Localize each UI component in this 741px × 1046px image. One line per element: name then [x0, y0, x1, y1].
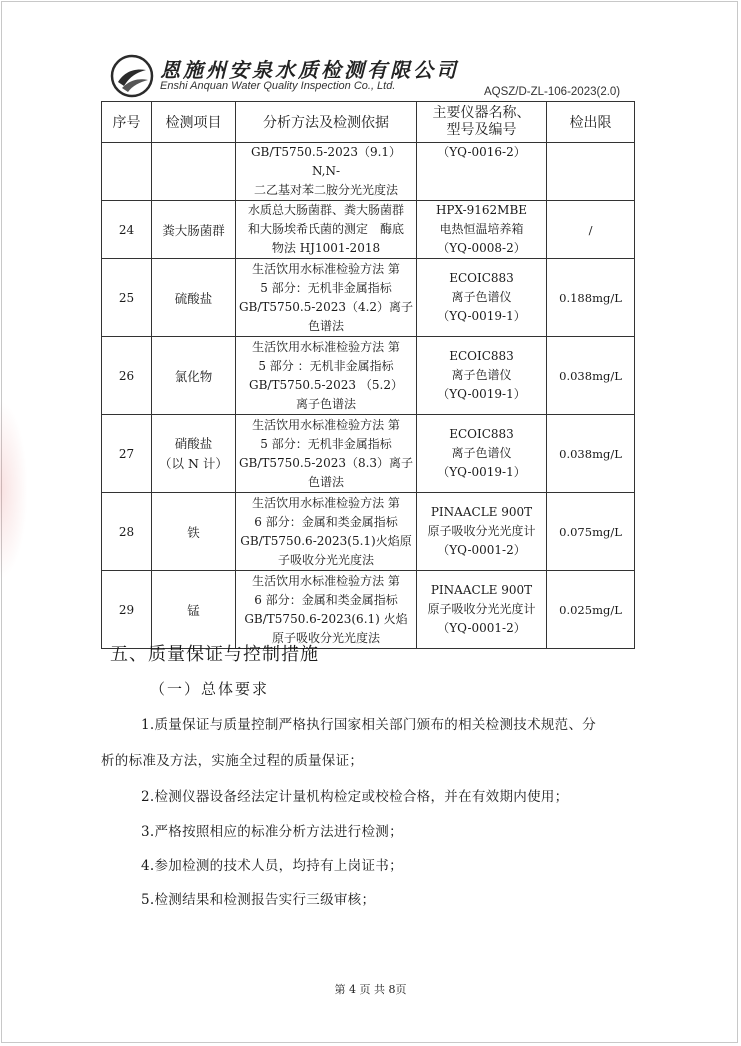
paragraph-line: 3.严格按照相应的标准分析方法进行检测；	[141, 824, 403, 840]
table-row	[102, 201, 635, 259]
table-row	[102, 493, 635, 571]
row-method: 生活饮用水标准检验方法 第 5 部分：无机非金属指标 GB/T5750.5-2023（4.2）离子 色谱法	[236, 259, 417, 337]
row-item: 氯化物	[152, 337, 236, 415]
row-seq: 29	[102, 571, 152, 649]
row-method: 生活饮用水标准检验方法 第 6 部分：金属和类金属指标 GB/T5750.6-2023(5.1)火焰原 子吸收分光光度法	[236, 493, 417, 571]
row-item: 锰	[152, 571, 236, 649]
company-name-en: Enshi Anquan Water Quality Inspection Co., Ltd.	[160, 80, 396, 92]
header-seq: 序号	[102, 102, 152, 143]
row-item: 硝酸盐 （以 N 计）	[152, 415, 236, 493]
paragraph-line: 析的标准及方法，实施全过程的质量保证；	[101, 753, 364, 769]
section-title: 五、质量保证与控制措施	[110, 644, 319, 665]
row-item: 硫酸盐	[152, 259, 236, 337]
row-seq: 24	[102, 201, 152, 259]
row-instrument: ECOIC883 离子色谱仪 （YQ-0019-1）	[417, 259, 547, 337]
row-item: 粪大肠菌群	[152, 201, 236, 259]
row-seq: 27	[102, 415, 152, 493]
header-instrument: 主要仪器名称、 型号及编号	[417, 102, 547, 143]
table-row	[102, 571, 635, 649]
paragraph-line: 5.检测结果和检测报告实行三级审核；	[141, 892, 376, 908]
page-number: 第 4 页 共 8页	[334, 983, 407, 996]
row-instrument: PINAACLE 900T 原子吸收分光光度计 （YQ-0001-2）	[417, 493, 547, 571]
table-header-row	[102, 102, 635, 143]
table-row	[102, 415, 635, 493]
row-limit: 0.038mg/L	[547, 337, 635, 415]
row-method: GB/T5750.5-2023（9.1）N,N- 二乙基对苯二胺分光光度法	[236, 143, 417, 201]
table-row	[102, 259, 635, 337]
table-row	[102, 337, 635, 415]
row-method: 生活饮用水标准检验方法 第 5 部分 ：无机非金属指标 GB/T5750.5-2023 （5.2） 离子色谱法	[236, 337, 417, 415]
row-seq: 28	[102, 493, 152, 571]
paragraph-line: 1.质量保证与质量控制严格执行国家相关部门颁布的相关检测技术规范、分	[141, 717, 597, 733]
row-item	[152, 143, 236, 201]
row-seq: 26	[102, 337, 152, 415]
test-methods-table	[101, 101, 635, 649]
company-logo-icon	[110, 54, 154, 98]
row-instrument: ECOIC883 离子色谱仪 （YQ-0019-1）	[417, 337, 547, 415]
row-instrument: PINAACLE 900T 原子吸收分光光度计 （YQ-0001-2）	[417, 571, 547, 649]
row-method: 生活饮用水标准检验方法 第 6 部分：金属和类金属指标 GB/T5750.6-2023(6.1) 火焰 原子吸收分光光度法	[236, 571, 417, 649]
header-method: 分析方法及检测依据	[236, 102, 417, 143]
header-item: 检测项目	[152, 102, 236, 143]
seal-stamp-fragment	[0, 400, 28, 580]
row-limit: 0.038mg/L	[547, 415, 635, 493]
row-method: 生活饮用水标准检验方法 第 5 部分：无机非金属指标 GB/T5750.5-2023（8.3）离子 色谱法	[236, 415, 417, 493]
paragraph-line: 2.检测仪器设备经法定计量机构检定或校检合格，并在有效期内使用；	[141, 789, 569, 805]
row-item: 铁	[152, 493, 236, 571]
row-seq	[102, 143, 152, 201]
row-instrument: （YQ-0016-2）	[417, 143, 547, 201]
row-seq: 25	[102, 259, 152, 337]
subsection-title: （一）总体要求	[150, 680, 270, 698]
row-method: 水质总大肠菌群、粪大肠菌群 和大肠埃希氏菌的测定 酶底 物法 HJ1001-2018	[236, 201, 417, 259]
row-instrument: HPX-9162MBE 电热恒温培养箱 （YQ-0008-2）	[417, 201, 547, 259]
paragraph-line: 4.参加检测的技术人员，均持有上岗证书；	[141, 858, 403, 874]
table-row	[102, 143, 635, 201]
header-limit: 检出限	[547, 102, 635, 143]
row-limit: 0.188mg/L	[547, 259, 635, 337]
row-limit: /	[547, 201, 635, 259]
row-instrument: ECOIC883 离子色谱仪 （YQ-0019-1）	[417, 415, 547, 493]
document-code: AQSZ/D-ZL-106-2023(2.0)	[484, 86, 621, 98]
company-name-cn: 恩施州安泉水质检测有限公司	[160, 58, 459, 82]
row-limit	[547, 143, 635, 201]
row-limit: 0.075mg/L	[547, 493, 635, 571]
row-limit: 0.025mg/L	[547, 571, 635, 649]
